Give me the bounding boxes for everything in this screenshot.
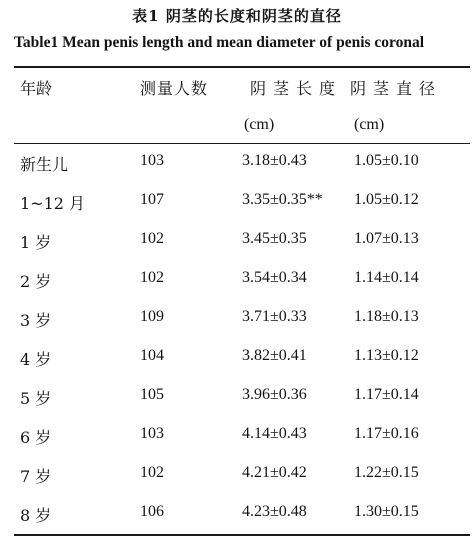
age-cell: 6 岁 (20, 428, 52, 447)
length-cell: 4.21±0.42 (242, 464, 307, 481)
table-row (0, 152, 474, 176)
length-cell: 3.18±0.43 (242, 152, 307, 169)
count-cell: 106 (140, 503, 164, 520)
table-row (0, 230, 474, 254)
count-cell: 103 (140, 425, 164, 442)
age-cell: 新生儿 (20, 155, 69, 174)
table-title-english: Table1 Mean penis length and mean diameter of penis coronal (14, 34, 425, 51)
length-cell: 4.14±0.43 (242, 425, 307, 442)
diameter-cell: 1.05±0.12 (354, 191, 419, 208)
diameter-cell: 1.13±0.12 (354, 347, 419, 364)
header-diameter: 阴茎直径 (350, 79, 443, 98)
table-row (0, 191, 474, 215)
count-cell: 105 (140, 386, 164, 403)
age-cell: 5 岁 (20, 389, 52, 408)
count-cell: 104 (140, 347, 164, 364)
table-title-chinese: 表1 阴茎的长度和阴茎的直径 (132, 7, 342, 25)
count-cell: 102 (140, 464, 164, 481)
age-cell: 2 岁 (20, 272, 52, 291)
table-row (0, 464, 474, 488)
table-row (0, 308, 474, 332)
header-length: 阴茎长度 (250, 79, 343, 98)
length-cell: 3.82±0.41 (242, 347, 307, 364)
table-header-rule (14, 143, 470, 144)
diameter-cell: 1.30±0.15 (354, 503, 419, 520)
length-cell: 3.45±0.35 (242, 230, 307, 247)
diameter-cell: 1.05±0.10 (354, 152, 419, 169)
table-row (0, 347, 474, 371)
count-cell: 107 (140, 191, 164, 208)
table-bottom-rule (14, 534, 470, 536)
age-cell: 3 岁 (20, 311, 52, 330)
length-cell: 3.35±0.35** (242, 191, 323, 208)
age-cell: 4 岁 (20, 350, 52, 369)
count-cell: 103 (140, 152, 164, 169)
age-cell: 1 岁 (20, 233, 52, 252)
diameter-cell: 1.17±0.14 (354, 386, 419, 403)
length-cell: 3.54±0.34 (242, 269, 307, 286)
diameter-cell: 1.17±0.16 (354, 425, 419, 442)
diameter-cell: 1.14±0.14 (354, 269, 419, 286)
age-cell: 1~12 月 (20, 194, 86, 213)
header-count: 测量人数 (140, 79, 209, 98)
table-top-rule (14, 66, 470, 68)
table-row (0, 503, 474, 527)
header-age: 年龄 (20, 79, 53, 98)
table-row (0, 425, 474, 449)
diameter-cell: 1.07±0.13 (354, 230, 419, 247)
age-cell: 8 岁 (20, 506, 52, 525)
age-cell: 7 岁 (20, 467, 52, 486)
count-cell: 102 (140, 230, 164, 247)
length-cell: 4.23±0.48 (242, 503, 307, 520)
length-cell: 3.71±0.33 (242, 308, 307, 325)
length-cell: 3.96±0.36 (242, 386, 307, 403)
count-cell: 102 (140, 269, 164, 286)
count-cell: 109 (140, 308, 164, 325)
diameter-cell: 1.22±0.15 (354, 464, 419, 481)
table-row (0, 269, 474, 293)
table-row (0, 386, 474, 410)
diameter-cell: 1.18±0.13 (354, 308, 419, 325)
header-length-unit: (cm) (244, 116, 275, 133)
header-diameter-unit: (cm) (354, 116, 385, 133)
